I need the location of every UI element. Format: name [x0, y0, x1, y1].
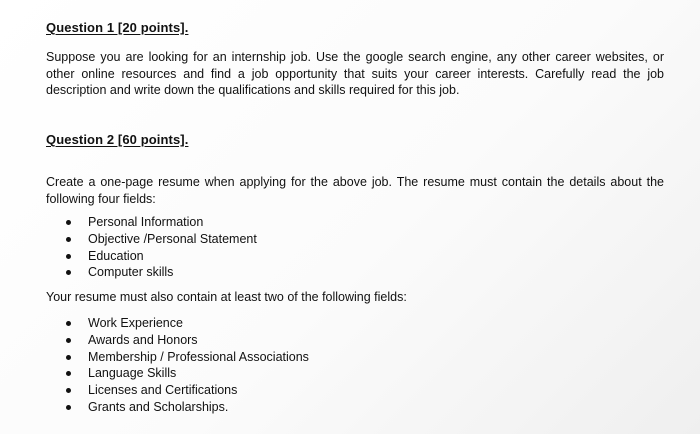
bullet-icon	[66, 321, 71, 326]
list-item	[46, 315, 309, 332]
bullet-icon	[66, 270, 71, 275]
question-2-intro: Create a one-page resume when applying for the above job. The resume must contain the details about the following four fields:	[46, 175, 664, 206]
list-item	[46, 231, 257, 248]
bullet-icon	[66, 371, 71, 376]
list-item-label: Education	[88, 248, 144, 263]
bullet-icon	[66, 405, 71, 410]
list-item	[46, 399, 309, 416]
list-item	[46, 349, 309, 366]
list-item-label: Computer skills	[88, 265, 174, 280]
question-1-text: Suppose you are looking for an internship job. Use the google search engine, any other career websites, or other online resources and find a job opportunity that suits your career interests. Carefully read the job description and write down the qualifications and skills required for this job.	[46, 50, 664, 97]
optional-fields-list	[46, 315, 309, 416]
bullet-icon	[66, 220, 71, 225]
list-item	[46, 264, 257, 281]
list-item-label: Grants and Scholarships.	[88, 399, 229, 414]
bullet-icon	[66, 388, 71, 393]
question-2-heading: Question 2 [60 points].	[46, 132, 189, 147]
additional-fields-text: Your resume must also contain at least two of the following fields:	[46, 290, 407, 304]
question-1-heading: Question 1 [20 points].	[46, 20, 189, 35]
list-item	[46, 248, 257, 265]
list-item-label: Licenses and Certifications	[88, 383, 238, 398]
list-item-label: Language Skills	[88, 366, 177, 381]
list-item-label: Work Experience	[88, 316, 183, 330]
list-item	[46, 332, 309, 349]
list-item	[46, 382, 309, 399]
bullet-icon	[66, 355, 71, 360]
list-item-label: Personal Information	[88, 215, 204, 229]
bullet-icon	[66, 237, 71, 242]
list-item-label: Awards and Honors	[88, 332, 198, 347]
list-item	[46, 365, 309, 382]
bullet-icon	[66, 338, 71, 343]
list-item-label: Membership / Professional Associations	[88, 349, 309, 364]
required-fields-list	[46, 214, 257, 281]
list-item-label: Objective /Personal Statement	[88, 231, 257, 246]
bullet-icon	[66, 254, 71, 259]
list-item	[46, 214, 257, 231]
